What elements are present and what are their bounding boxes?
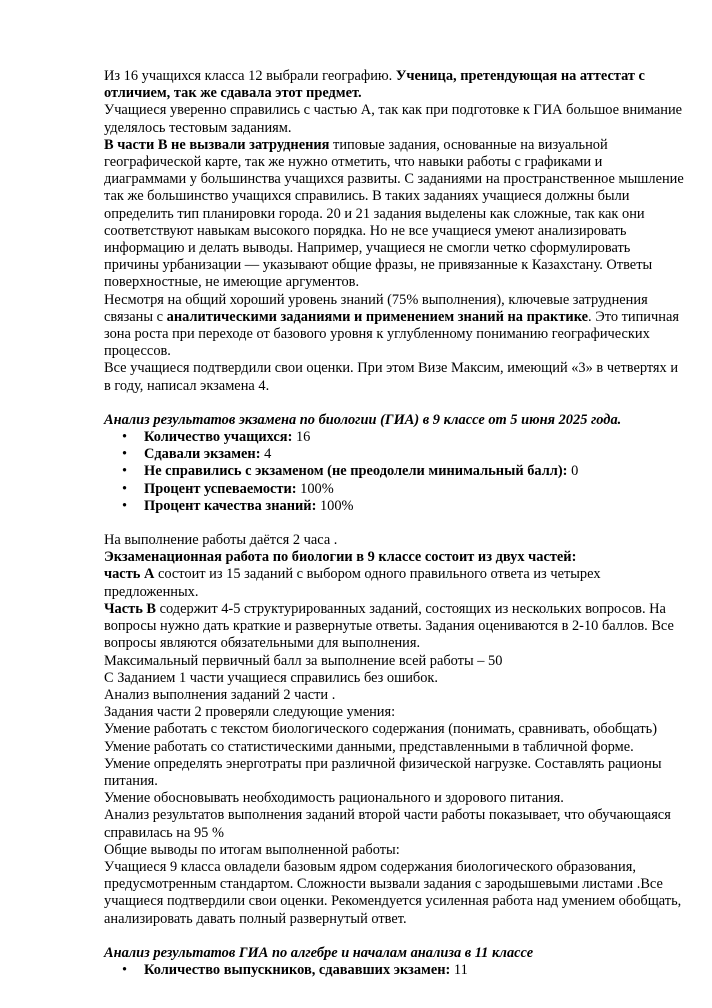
document-page [104,68,684,979]
bio-heading: Анализ результатов экзамена по биологии (ГИА) в 9 классе от 5 июня 2025 года. [104,411,622,428]
list-item [144,463,684,480]
stat-value: 100% [296,480,334,497]
stat-label: Процент качества знаний: [144,497,317,514]
geo-p4-text-c: . Это типичная зона роста при переходе от базового уровня к углубленному пониманию географических процессов. [104,308,679,360]
stat-label: Сдавали экзамен: [144,446,261,463]
list-item [144,962,684,979]
geo-paragraph-4 [104,292,684,361]
list-item [144,446,684,463]
bio-line: Умение определять энерготраты при различной физической нагрузке. Составлять рационы питания. [104,755,662,789]
bio-part-a [104,566,684,600]
stat-label: Количество учащихся: [144,429,293,446]
geo-p1-bold: Ученица, претендующая на аттестат с отличием, так же сдавала этот предмет. [104,68,645,102]
spacer [104,515,684,532]
geo-paragraph-1 [104,68,684,102]
list-item [144,429,684,446]
stat-label: Не справились с экзаменом (не преодолели минимальный балл): [144,463,568,480]
bio-structure-heading [104,549,684,566]
geo-p3-text: типовые задания, основанные на визуальной географической карте, так же нужно отметить, что навыки работы с графиками и диаграммами у большинства учащихся развиты. С заданиями на пространственное мышление так же большинство учащихся справились. В таких заданиях учащиеся должны были определить тип планировки города. 20 и 21 задания выделены как сложные, так как они соответствуют навыкам высокого порядка. Но не все учащиеся умеют анализировать информацию и делать выводы. Например, учащиеся не смогли четко сформулировать причины урбанизации — указывают общие фразы, не привязанные к Казахстану. Ответы поверхностные, не имеющие аргументов. [104,136,684,291]
stat-label: Количество выпускников, сдававших экзамен: [144,961,451,978]
part-b-text: содержит 4-5 структурированных заданий, состоящих из нескольких вопросов. На вопросы нужно дать краткие и развернутые ответы. Задания оцениваются в 2-10 баллов. Все вопросы являются обязательными для выполнения. [104,600,674,652]
bio-time: На выполнение работы даётся 2 часа . [104,532,338,549]
part-a-text: состоит из 15 заданий с выбором одного правильного ответа из четырех предложенных. [104,566,601,600]
part-a-label: часть А [104,566,155,583]
bio-line: С Заданием 1 части учащиеся справились без ошибок. [104,669,438,686]
list-item [144,498,684,515]
bio-line: Умение обосновывать необходимость рационального и здорового питания. [104,790,564,807]
alg-heading: Анализ результатов ГИА по алгебре и началам анализа в 11 классе [104,944,534,961]
bio-stats-list [104,429,684,515]
bio-structure-heading-text: Экзаменационная работа по биологии в 9 классе состоит из двух частей: [104,549,577,566]
spacer [104,395,684,412]
alg-stats-list [104,962,684,979]
bio-line: Анализ выполнения заданий 2 части . [104,686,336,703]
bio-line: Анализ результатов выполнения заданий второй части работы показывает, что обучающаяся справилась на 95 % [104,807,671,841]
stat-value: 100% [316,497,354,514]
geo-p1-text: Из 16 учащихся класса 12 выбрали географию. [104,68,396,84]
bio-part-b [104,601,684,653]
bio-line: Умение работать с текстом биологического содержания (понимать, сравнивать, обобщать) [104,721,658,738]
stat-value: 4 [260,446,272,463]
list-item [144,481,684,498]
stat-value: 16 [292,429,311,446]
part-b-label: Часть В [104,600,157,617]
bio-line: Задания части 2 проверяли следующие умения: [104,704,396,721]
bio-line: Максимальный первичный балл за выполнение всей работы – 50 [104,652,503,669]
bio-line: Общие выводы по итогам выполненной работы: [104,841,400,858]
bio-line: Умение работать со статистическими данными, представленными в табличной форме. [104,738,634,755]
bio-line: Учащиеся 9 класса овладели базовым ядром содержания биологического образования, предусмотренным стандартом. Сложности вызвали задания с зародышевыми листами .Все учащиеся подтвердили свои оценки. Рекомендуется усиленная работа над умением обобщать, анализировать давать полный развернутый ответ. [104,858,682,927]
geo-paragraph-3 [104,137,684,292]
stat-value: 11 [450,961,468,978]
stat-label: Процент успеваемости: [144,480,297,497]
stat-value: 0 [567,463,579,480]
geo-paragraph-5: Все учащиеся подтвердили свои оценки. При этом Визе Максим, имеющий «3» в четвертях и в году, написал экзамена 4. [104,360,679,394]
geo-p4-bold: аналитическими заданиями и применением знаний на практике [166,308,589,325]
geo-p4-text-a: Несмотря на общий хороший уровень знаний (75% выполнения), ключевые затруднения связаны с [104,291,648,325]
spacer [104,928,684,945]
geo-p3-bold: В части В не вызвали затруднения [104,136,330,153]
geo-paragraph-2: Учащиеся уверенно справились с частью А, так как при подготовке к ГИА большое внимание уделялось тестовым заданиям. [104,102,683,136]
